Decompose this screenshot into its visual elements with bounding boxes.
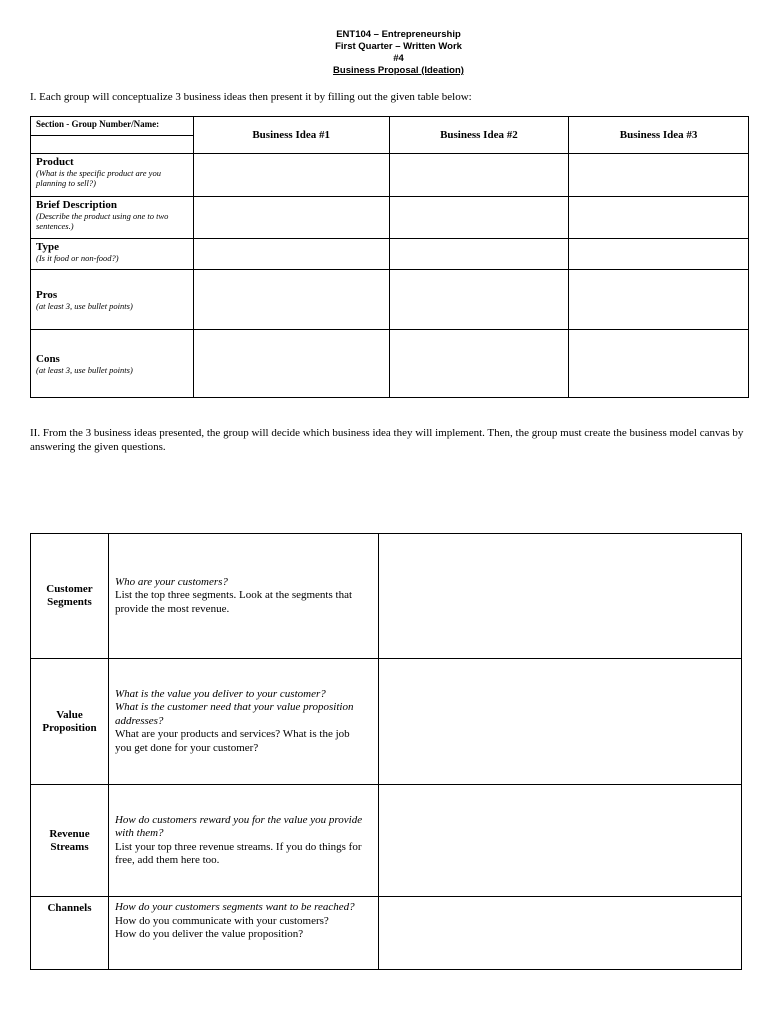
description-idea-2-cell[interactable]	[389, 197, 569, 239]
idea-2-header: Business Idea #2	[389, 117, 569, 154]
question-text: How do you communicate with your customers?	[114, 914, 329, 927]
customer-segments-label	[31, 534, 109, 659]
row-hint: (Is it food or non-food?)	[36, 253, 119, 263]
row-header-pros	[31, 270, 194, 330]
part2-instruction: II. From the 3 business ideas presented, the group will decide which business idea they will implement. Then, the group must create the business model canvas by answering the given questions.	[30, 427, 744, 453]
label-line: Proposition	[42, 721, 97, 734]
product-idea-3-cell[interactable]	[569, 154, 749, 197]
row-title: Type	[36, 241, 60, 253]
question-italic: Who are your customers?	[114, 575, 228, 588]
pros-idea-3-cell[interactable]	[569, 270, 749, 330]
work-number: #4	[393, 53, 404, 64]
course-title: ENT104 – Entrepreneurship	[336, 29, 461, 40]
product-idea-2-cell[interactable]	[389, 154, 569, 197]
description-idea-3-cell[interactable]	[569, 197, 749, 239]
customer-segments-answer[interactable]	[378, 534, 741, 659]
revenue-streams-label	[31, 785, 109, 897]
question-italic: What is the value you deliver to your customer?	[114, 687, 326, 700]
row-title: Cons	[36, 352, 60, 365]
type-idea-3-cell[interactable]	[569, 239, 749, 270]
row-header-description	[31, 197, 194, 239]
question-text: you get done for your customer?	[114, 741, 259, 754]
row-header-type	[31, 239, 194, 270]
description-idea-1-cell[interactable]	[193, 197, 389, 239]
part1-instruction: I. Each group will conceptualize 3 business ideas then present it by filling out the given table below:	[30, 91, 472, 103]
section-group-label: Section - Group Number/Name:	[31, 117, 194, 136]
value-proposition-answer[interactable]	[378, 659, 741, 785]
quarter-title: First Quarter – Written Work	[335, 41, 462, 52]
type-idea-1-cell[interactable]	[193, 239, 389, 270]
cons-idea-1-cell[interactable]	[193, 330, 389, 398]
label-line: Streams	[50, 840, 89, 853]
row-title: Brief Description	[36, 199, 117, 211]
cons-idea-3-cell[interactable]	[569, 330, 749, 398]
type-idea-2-cell[interactable]	[389, 239, 569, 270]
product-idea-1-cell[interactable]	[193, 154, 389, 197]
row-title: Pros	[36, 288, 58, 301]
row-hint: (at least 3, use bullet points)	[36, 364, 133, 375]
question-text: List the top three segments. Look at the segments that	[114, 589, 353, 602]
label-line: Segments	[47, 596, 92, 608]
question-text: How do you deliver the value proposition?	[114, 928, 304, 940]
row-hint: (Describe the product using one to two sentences.)	[36, 211, 169, 231]
question-italic: How do customers reward you for the value you provide with them?	[114, 813, 363, 839]
idea-3-header: Business Idea #3	[569, 117, 749, 154]
value-proposition-label	[31, 659, 109, 785]
cons-idea-2-cell[interactable]	[389, 330, 569, 398]
label-line: Channels	[47, 902, 92, 914]
question-text: What are your products and services? What is the job	[114, 728, 350, 741]
channels-label	[31, 897, 109, 970]
row-header-product	[31, 154, 194, 197]
question-italic: What is the customer need that your value proposition addresses?	[114, 701, 354, 727]
question-italic: How do your customers segments want to be reached?	[114, 901, 355, 913]
document-header	[0, 29, 768, 77]
row-hint: (What is the specific product are you planning to sell?)	[36, 168, 161, 188]
row-header-cons	[31, 330, 194, 398]
proposal-title: Business Proposal (Ideation)	[333, 65, 464, 76]
customer-segments-questions	[108, 534, 378, 659]
business-model-canvas-table	[30, 533, 742, 970]
question-text: free, add them here too.	[114, 854, 220, 866]
pros-idea-1-cell[interactable]	[193, 270, 389, 330]
label-line: Value	[56, 708, 83, 721]
pros-idea-2-cell[interactable]	[389, 270, 569, 330]
question-text: provide the most revenue.	[114, 602, 230, 615]
channels-questions	[108, 897, 378, 970]
row-hint: (at least 3, use bullet points)	[36, 300, 133, 311]
idea-1-header: Business Idea #1	[193, 117, 389, 154]
section-group-field[interactable]	[31, 136, 194, 154]
label-line: Revenue	[49, 827, 90, 840]
channels-answer[interactable]	[378, 897, 741, 970]
question-text: List your top three revenue streams. If you do things for	[114, 840, 362, 853]
label-line: Customer	[46, 583, 93, 595]
revenue-streams-questions	[108, 785, 378, 897]
row-title: Product	[36, 156, 74, 168]
business-ideas-table	[30, 116, 749, 398]
revenue-streams-answer[interactable]	[378, 785, 741, 897]
value-proposition-questions	[108, 659, 378, 785]
